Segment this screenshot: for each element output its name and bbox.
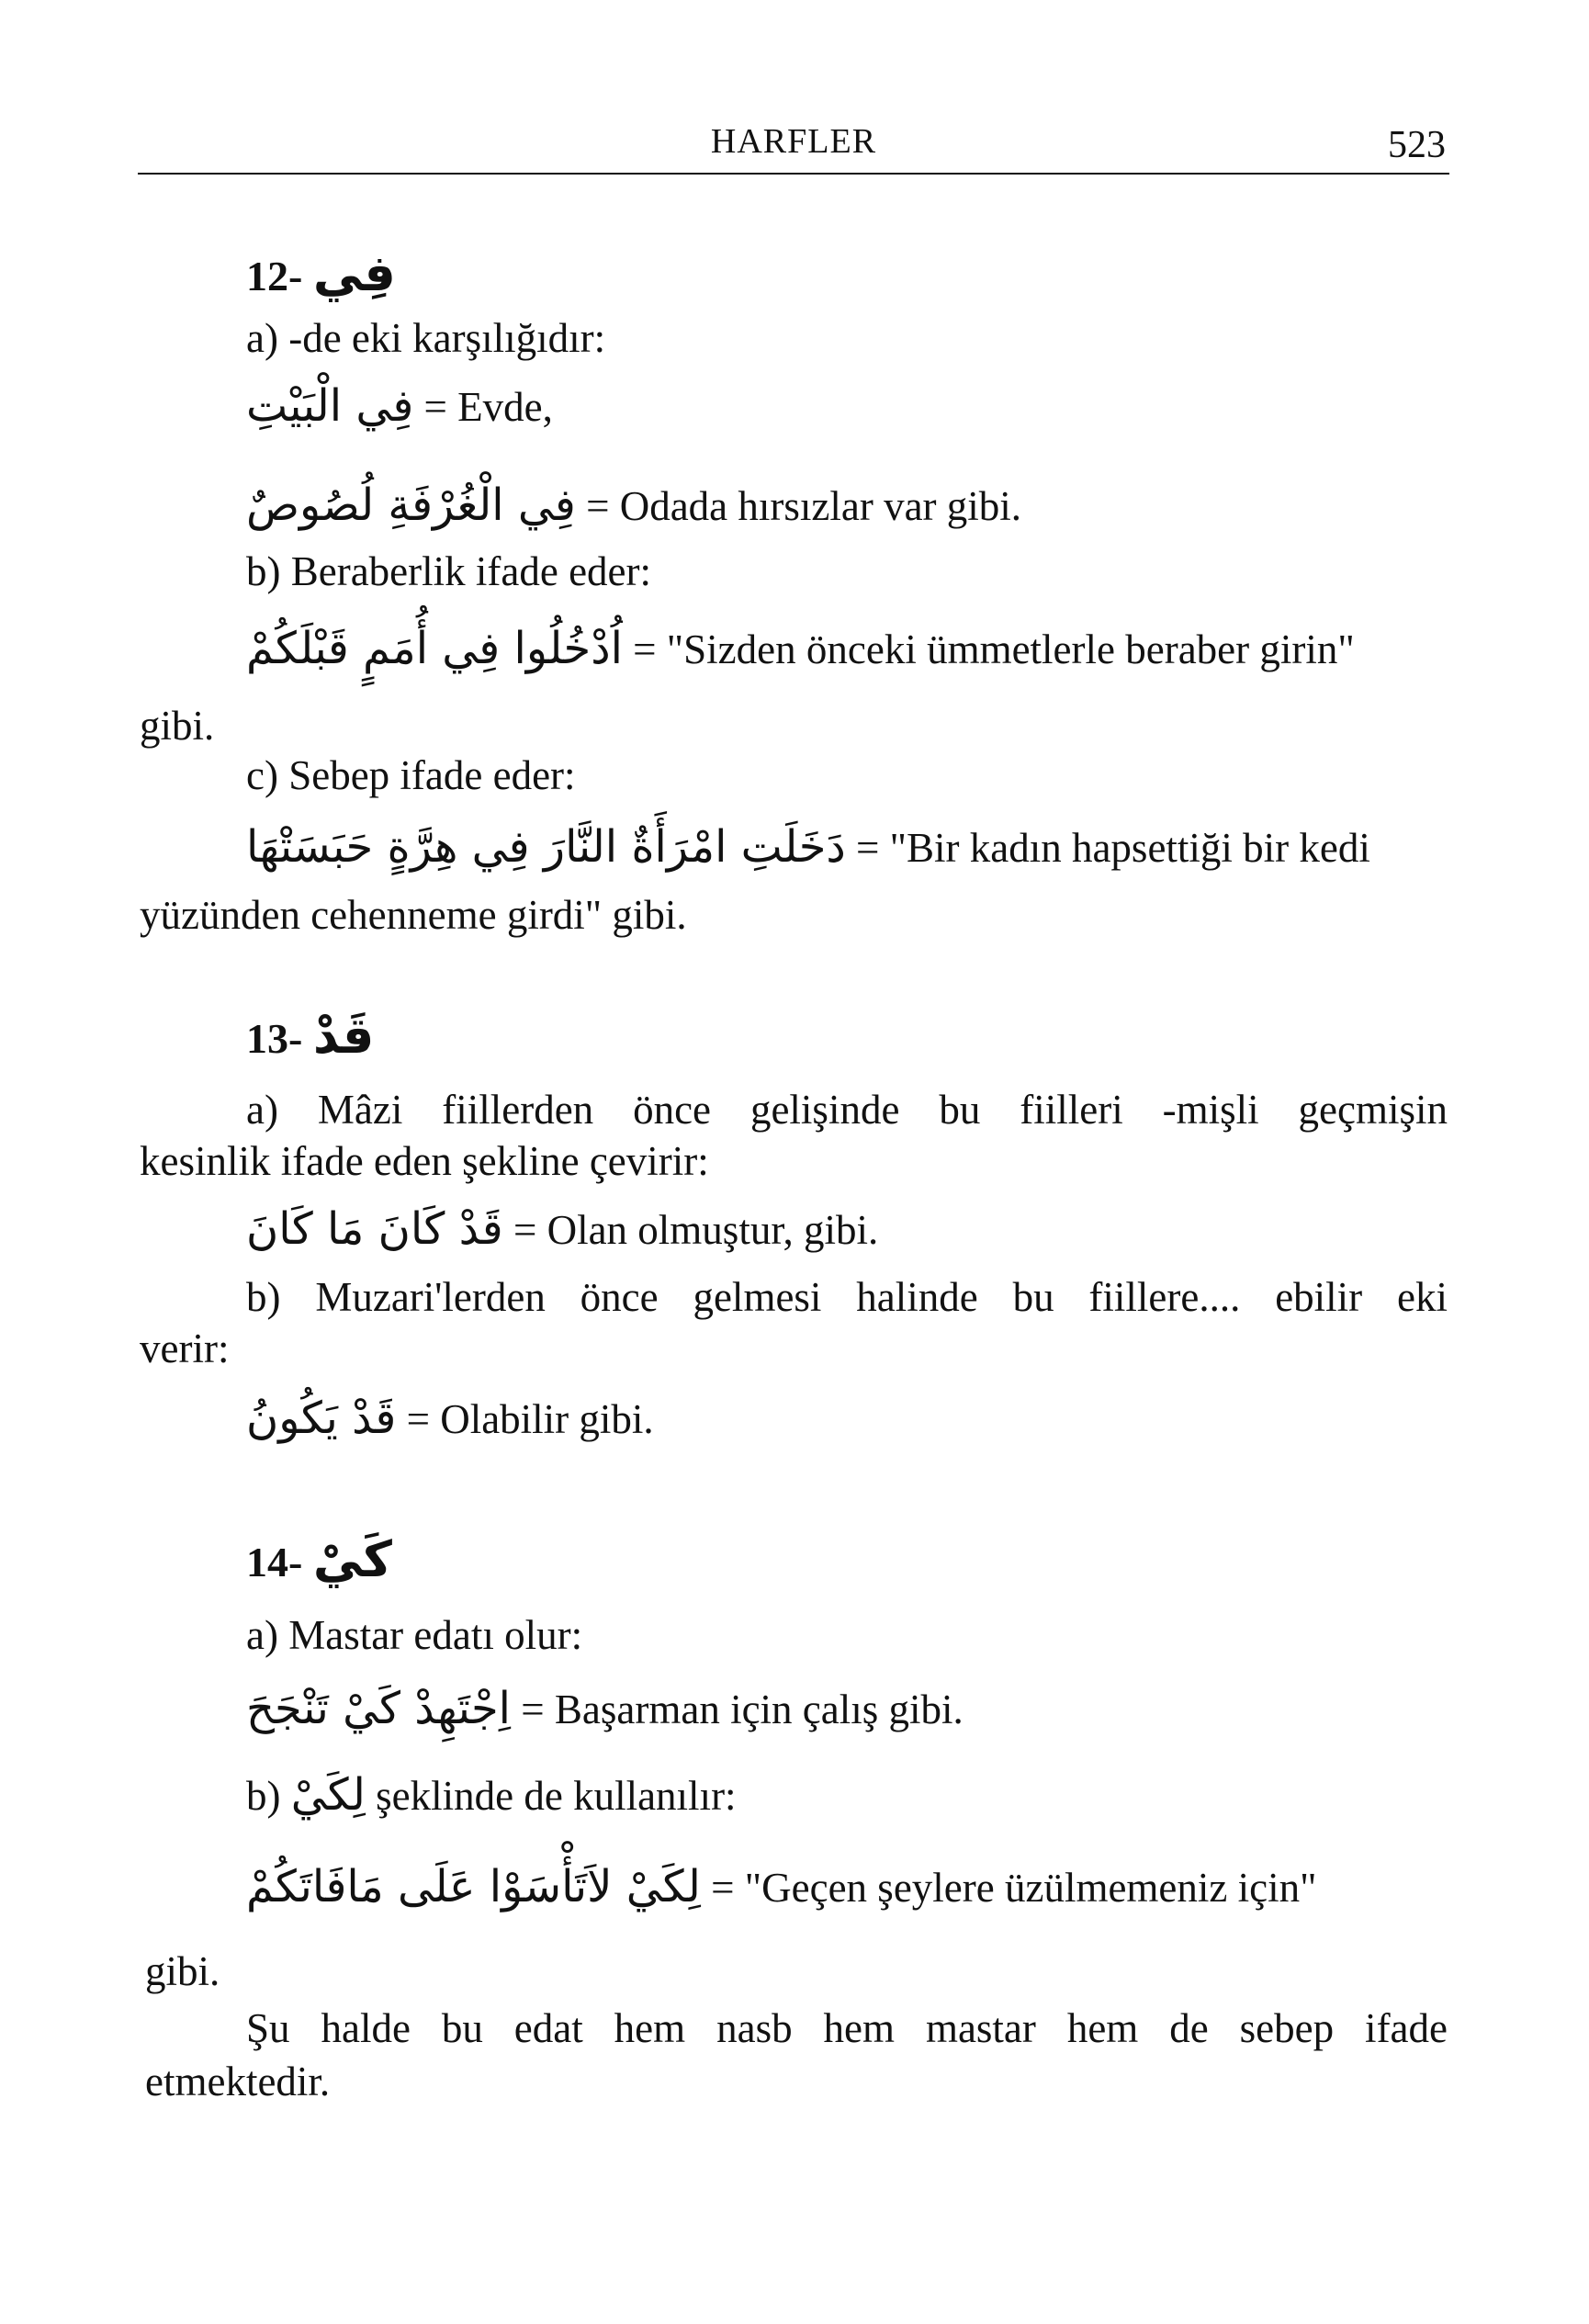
prefix: b) <box>246 1773 281 1819</box>
example-line <box>246 1859 1316 1914</box>
paragraph-line: c) Sebep ifade eder: <box>246 752 576 798</box>
translation: = "Sizden önceki ümmetlerle beraber girin" <box>633 626 1355 672</box>
translation: = "Bir kadın hapsettiği bir kedi <box>855 825 1370 871</box>
translation: = Başarman için çalış gibi. <box>521 1687 964 1732</box>
paragraph-line: b) Beraberlik ifade eder: <box>246 548 652 594</box>
translation: = Olan olmuştur, gibi. <box>513 1207 879 1253</box>
arabic-example: اُدْخُلُوا فِي أُمَمٍ قَبْلَكُمْ <box>246 623 623 674</box>
paragraph-line: gibi. <box>145 1948 220 1994</box>
example-line <box>246 1391 654 1446</box>
paragraph-line: a) Mastar edatı olur: <box>246 1612 583 1658</box>
translation: = Odada hırsızlar var gibi. <box>586 483 1022 529</box>
section-heading-14 <box>246 1532 392 1588</box>
example-line <box>246 478 1021 533</box>
translation: = "Geçen şeylere üzülmemeniz için" <box>711 1865 1317 1911</box>
section-number: 14- <box>246 1539 303 1585</box>
arabic-example: قَدْ يَكُونُ <box>246 1393 397 1444</box>
running-title: HARFLER <box>710 122 877 161</box>
paragraph-line: kesinlik ifade eden şekline çevirir: <box>140 1138 709 1184</box>
section-heading-12 <box>246 246 396 302</box>
arabic-example: قَدْ كَانَ مَا كَانَ <box>246 1203 503 1255</box>
paragraph-line: yüzünden cehenneme girdi" gibi. <box>140 892 687 938</box>
page-number: 523 <box>1388 124 1446 166</box>
paragraph-line: gibi. <box>140 703 215 749</box>
paragraph-line: a) -de eki karşılığıdır: <box>246 315 606 361</box>
example-line <box>246 1767 737 1822</box>
paragraph-line: b) Muzari'lerden önce gelmesi halinde bu fiillere.... ebilir eki <box>246 1274 1448 1320</box>
translation: şeklinde de kullanılır: <box>376 1773 737 1819</box>
paragraph-line: a) Mâzi fiillerden önce gelişinde bu fiilleri -mişli geçmişin <box>246 1087 1448 1133</box>
section-number: 13- <box>246 1015 303 1062</box>
arabic-example: لِكَيْ لاَتَأْسَوْا عَلَى مَافَاتَكُمْ <box>246 1861 701 1912</box>
arabic-example: اِجْتَهِدْ كَيْ تَنْجَحَ <box>246 1683 511 1734</box>
arabic-example: فِي الْغُرْفَةِ لُصُوصٌ <box>246 479 576 531</box>
section-heading-13 <box>246 1009 374 1065</box>
example-line <box>246 621 1355 676</box>
paragraph-line: etmektedir. <box>145 2059 331 2104</box>
running-header <box>138 121 1449 175</box>
translation: = Olabilir gibi. <box>406 1396 654 1442</box>
arabic-example: فِي الْبَيْتِ <box>246 380 414 432</box>
arabic-example: لِكَيْ <box>290 1769 366 1821</box>
section-arabic-term: قَدْ <box>312 1007 375 1065</box>
paragraph-line: Şu halde bu edat hem nasb hem mastar hem de sebep ifade <box>246 2005 1448 2051</box>
section-arabic-term: فِي <box>312 244 396 302</box>
example-line <box>246 378 553 434</box>
example-line <box>246 819 1370 874</box>
paragraph-line: verir: <box>140 1326 230 1371</box>
section-number: 12- <box>246 253 303 299</box>
arabic-example: دَخَلَتِ امْرَأَةٌ النَّارَ فِي هِرَّةٍ حَبَسَتْهَا <box>246 821 846 873</box>
translation: = Evde, <box>423 384 553 430</box>
example-line <box>246 1201 878 1257</box>
section-arabic-term: كَيْ <box>312 1530 392 1588</box>
example-line <box>246 1681 964 1736</box>
